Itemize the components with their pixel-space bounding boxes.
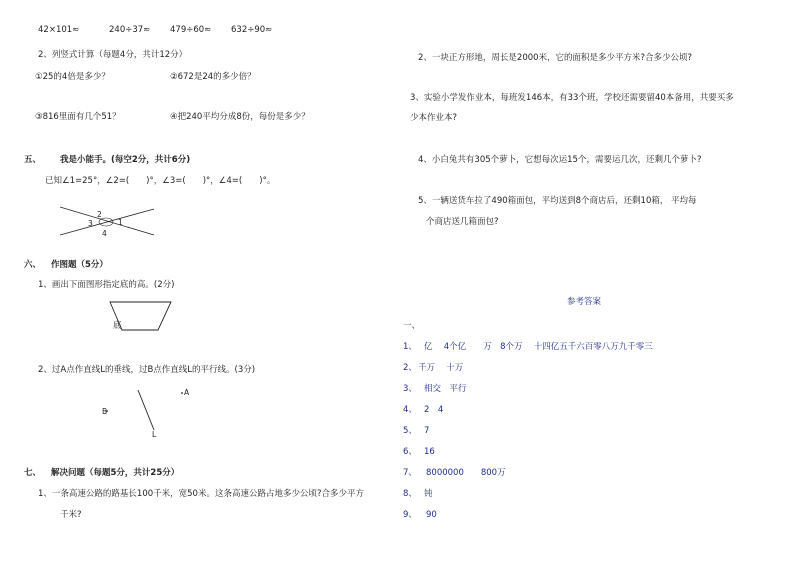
point-b-label: B <box>102 407 108 416</box>
answer-number: 4、 <box>403 405 417 415</box>
angle-label-2: 2 <box>97 210 102 219</box>
answer-number: 9、 <box>403 510 417 520</box>
problem-4: 4、小白兔共有305个萝卜，它想每次运15个，需要运几次，还剩几个萝卜? <box>418 155 702 165</box>
line-l-label: L <box>152 430 157 439</box>
answers-section: 一、 <box>403 321 421 331</box>
section-7-number: 七、 <box>24 468 42 478</box>
answer-text: 相交 平行 <box>424 384 467 394</box>
section-6-title: 作图题（5分） <box>51 260 108 270</box>
answer-number: 3、 <box>403 384 417 394</box>
section-6-number: 六、 <box>24 260 42 270</box>
calc-item-4: ④把240平均分成8份，每份是多少？ <box>170 112 310 122</box>
answer-text: 90 <box>426 510 437 520</box>
answers-title: 参考答案 <box>567 297 602 307</box>
problem-1-line-1: 1、一条高速公路的路基长100千米，宽50米。这条高速公路占地多少公顷?合多少平方 <box>38 489 364 499</box>
answer-number: 7、 <box>403 468 417 478</box>
point-a-label: A <box>184 388 190 397</box>
section-5-number: 五、 <box>24 155 42 165</box>
problem-3-line-2: 少本作业本? <box>410 113 458 123</box>
point-a-dot <box>181 392 183 394</box>
angle-label-3: 3 <box>88 219 93 228</box>
question-2-title: 2、列竖式计算（每题4分，共计12分） <box>38 50 188 60</box>
answer-number: 2、 <box>403 363 417 373</box>
drawing-question-1: 1、画出下面图形指定底的高。(2分) <box>38 280 175 290</box>
answer-number: 1、 <box>403 342 417 352</box>
estimate-3: 479÷60≈ <box>170 25 212 35</box>
problem-5-line-2: 个商店送几箱面包? <box>426 217 499 227</box>
line-l <box>138 390 154 430</box>
answer-text: 16 <box>424 447 435 457</box>
calc-item-3: ③816里面有几个51？ <box>35 112 121 122</box>
answer-text: 2 4 <box>424 405 444 415</box>
angle-question: 已知∠1=25°，∠2=( )°，∠3=( )°，∠4=( )°。 <box>45 176 276 186</box>
angle-label-1: 1 <box>118 218 123 227</box>
line-figure <box>100 385 190 440</box>
problem-1-line-2: 千米? <box>60 510 82 520</box>
section-7-title: 解决问题（每题5分，共计25分） <box>51 468 180 478</box>
drawing-question-2: 2、过A点作直线L的垂线，过B点作直线L的平行线。(3分) <box>38 365 256 375</box>
problem-2: 2、一块正方形地，周长是2000米，它的面积是多少平方米?合多少公顷? <box>418 53 693 63</box>
angle-label-4: 4 <box>102 229 107 238</box>
angle-figure <box>58 205 158 239</box>
answer-number: 8、 <box>403 489 417 499</box>
estimate-1: 42×101≈ <box>38 25 80 35</box>
estimate-2: 240÷37≈ <box>109 25 151 35</box>
answer-text: 7 <box>424 426 430 436</box>
problem-3-line-1: 3、实验小学发作业本，每班发146本，有33个班，学校还需要留40本备用，共要买多 <box>410 93 734 103</box>
problem-5-line-1: 5、一辆送货车拉了490箱面包，平均送到8个商店后，还剩10箱， 平均每 <box>418 196 697 206</box>
answer-text: 8000000 800万 <box>426 468 506 478</box>
calc-item-2: ②672是24的多少倍？ <box>170 72 256 82</box>
answer-text: 钝 <box>424 489 433 499</box>
answer-text: 亿 4个亿 万 8个万 十四亿五千六百零八万九千零三 <box>424 342 653 352</box>
estimate-4: 632÷90≈ <box>231 25 273 35</box>
answer-number: 6、 <box>403 447 417 457</box>
answer-text: 千万 十万 <box>418 363 464 373</box>
calc-item-1: ①25的4倍是多少？ <box>35 72 110 82</box>
answer-number: 5、 <box>403 426 417 436</box>
section-5-title: 我是小能手。(每空2分，共计6分) <box>60 155 191 165</box>
base-label: 底 <box>113 321 122 331</box>
